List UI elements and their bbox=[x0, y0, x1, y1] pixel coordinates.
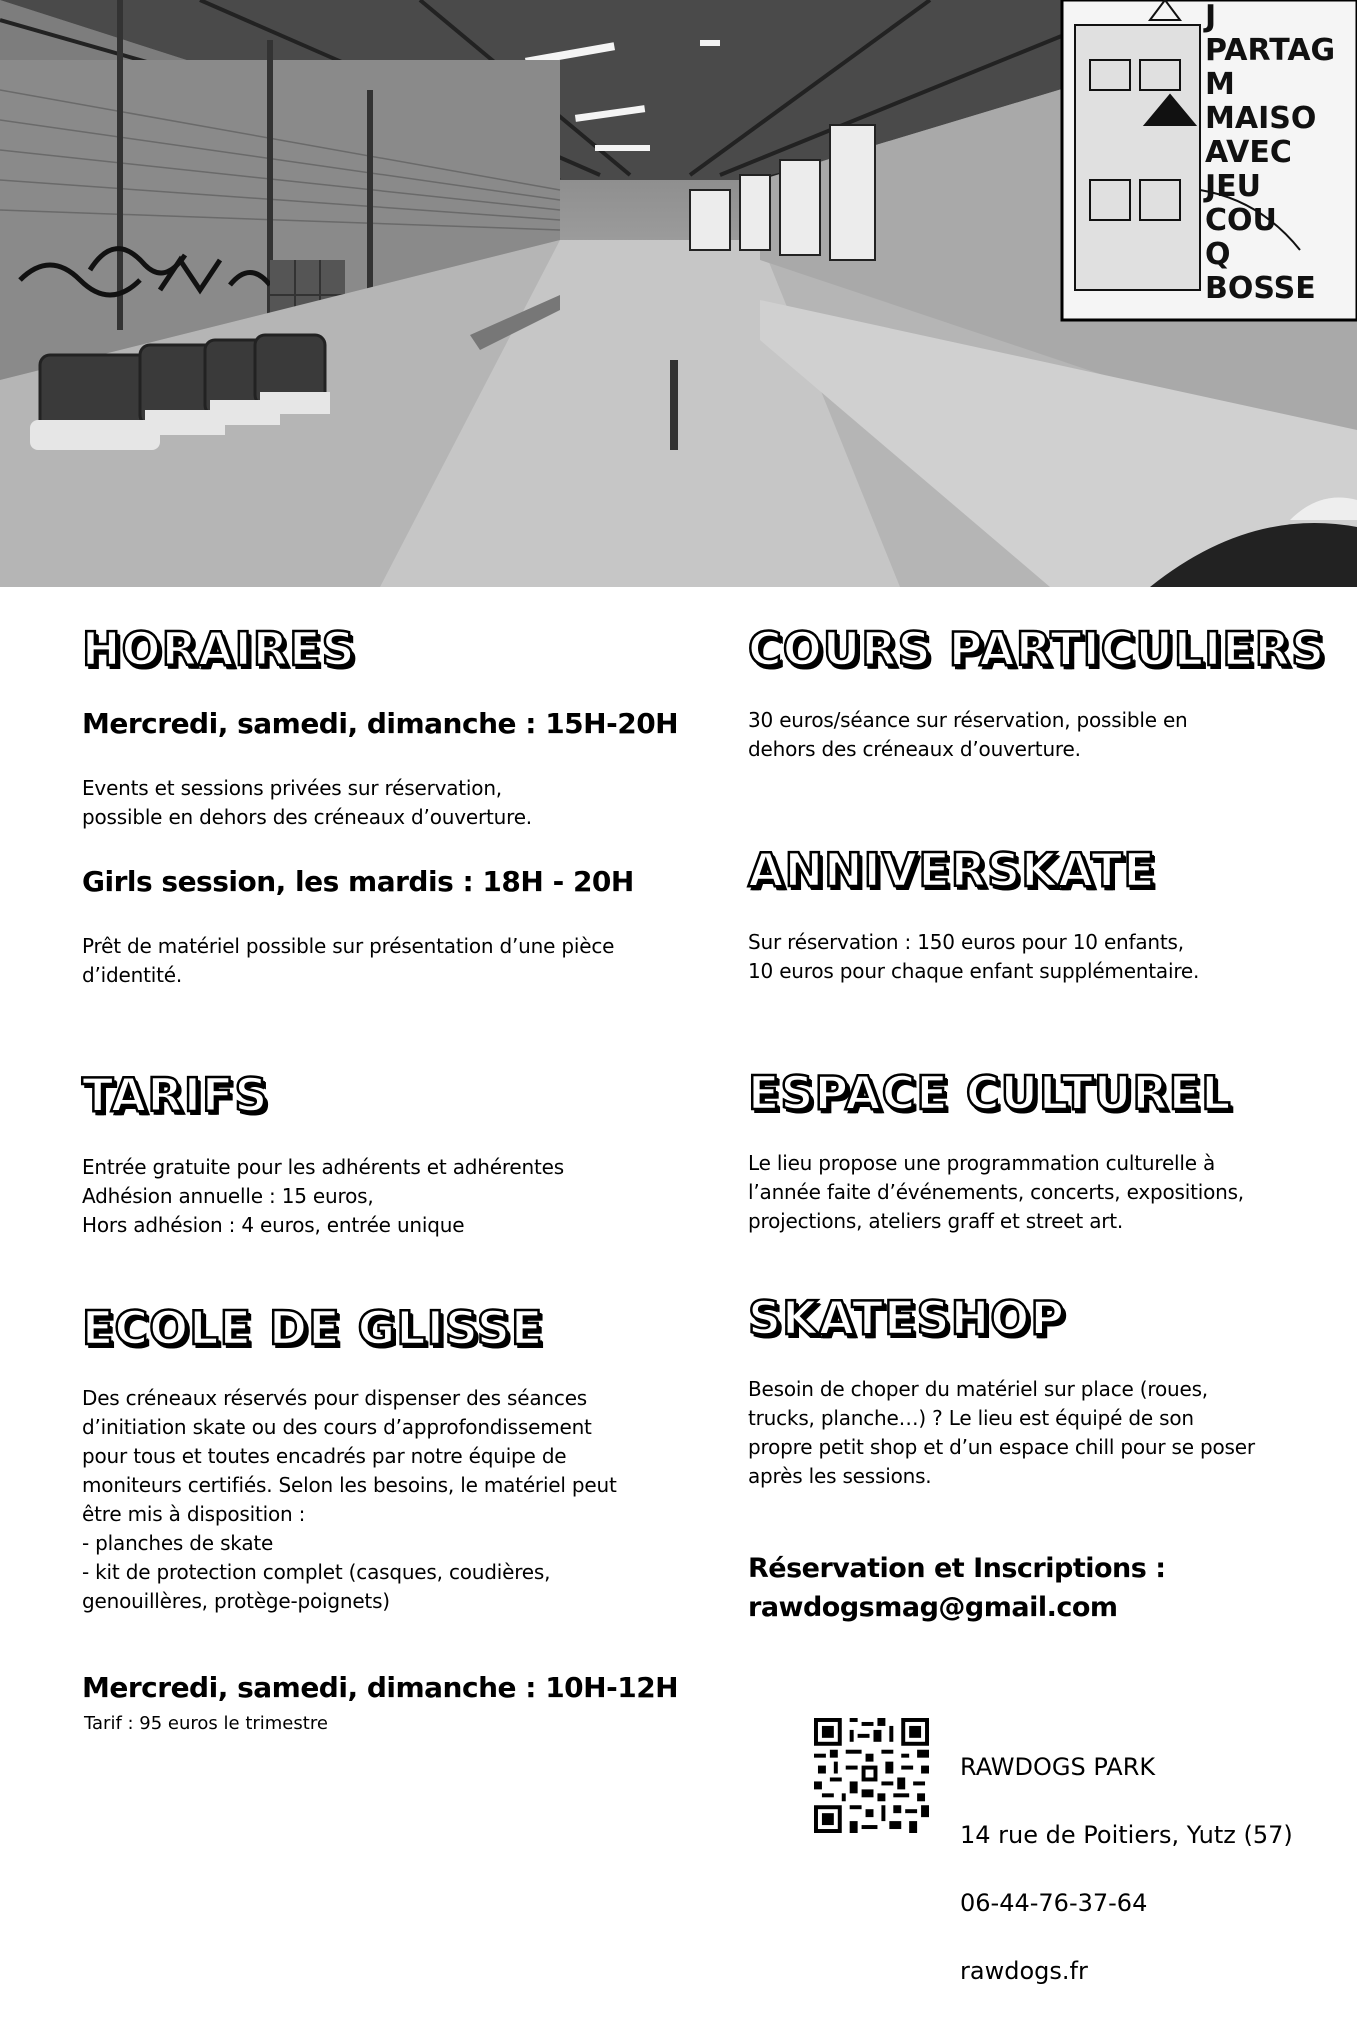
girls-session-schedule: Girls session, les mardis : 18H - 20H bbox=[82, 865, 634, 898]
banner-word: COU bbox=[1205, 203, 1277, 238]
banner-word: J bbox=[1205, 0, 1217, 34]
hero-photo bbox=[0, 0, 1357, 587]
ecole-schedule: Mercredi, samedi, dimanche : 10H-12H bbox=[82, 1671, 679, 1704]
horaires-materiel-text: Prêt de matériel possible sur présentation d’une pièce d’identité. bbox=[82, 934, 615, 987]
horaires-heading: HORAIRES bbox=[82, 622, 356, 676]
anniverskate-heading: ANNIVERSKATE bbox=[748, 843, 1156, 897]
banner-word: BOSSE bbox=[1205, 271, 1316, 306]
banner-text bbox=[1205, 0, 1335, 306]
park-website-link[interactable]: rawdogs.fr bbox=[960, 1957, 1088, 1985]
horaires-events-text: Events et sessions privées sur réservation, possible en dehors des créneaux d’ouverture. bbox=[82, 776, 532, 829]
banner-word: AVEC bbox=[1205, 135, 1292, 170]
reservation-email-link[interactable]: rawdogsmag@gmail.com bbox=[748, 1592, 1118, 1623]
tarifs-heading: TARIFS bbox=[82, 1068, 269, 1122]
contact-block bbox=[960, 1716, 1293, 2022]
tarifs-text: Entrée gratuite pour les adhérents et adhérentes Adhésion annuelle : 15 euros, Hors adhésion : 4 euros, entrée unique bbox=[82, 1155, 564, 1237]
banner-word: JEU bbox=[1205, 169, 1262, 204]
banner-word: MAISO bbox=[1205, 101, 1317, 136]
park-address: 14 rue de Poitiers, Yutz (57) bbox=[960, 1821, 1293, 1849]
skatepark-illustration bbox=[0, 0, 1357, 587]
ecole-price: Tarif : 95 euros le trimestre bbox=[84, 1713, 328, 1734]
ecole-heading: ECOLE DE GLISSE bbox=[82, 1301, 544, 1355]
skateshop-heading: SKATESHOP bbox=[748, 1291, 1066, 1345]
reservation-label: Réservation et Inscriptions : bbox=[748, 1553, 1166, 1584]
qr-code-icon[interactable] bbox=[814, 1718, 929, 1833]
cours-text: 30 euros/séance sur réservation, possible en dehors des créneaux d’ouverture. bbox=[748, 708, 1188, 761]
espace-text: Le lieu propose une programmation culturelle à l’année faite d’événements, concerts, expositions, projections, ateliers graff et street art. bbox=[748, 1151, 1244, 1233]
horaires-schedule: Mercredi, samedi, dimanche : 15H-20H bbox=[82, 707, 679, 740]
banner-word: Q bbox=[1205, 237, 1231, 272]
park-phone[interactable]: 06-44-76-37-64 bbox=[960, 1889, 1148, 1917]
anniverskate-text: Sur réservation : 150 euros pour 10 enfants, 10 euros pour chaque enfant supplémentaire. bbox=[748, 930, 1200, 983]
banner-word: PARTAG bbox=[1205, 33, 1336, 68]
espace-heading: ESPACE CULTUREL bbox=[748, 1066, 1232, 1120]
skateshop-text: Besoin de choper du matériel sur place (roues, trucks, planche…) ? Le lieu est équipé de son propre petit shop et d’un espace chill pour se poser après les sessions. bbox=[748, 1377, 1255, 1488]
cours-heading: COURS PARTICULIERS bbox=[748, 622, 1326, 676]
park-name: RAWDOGS PARK bbox=[960, 1753, 1156, 1781]
banner-word: M bbox=[1205, 67, 1235, 102]
ecole-text: Des créneaux réservés pour dispenser des séances d’initiation skate ou des cours d’approfondissement pour tous et toutes encadrés par notre équipe de moniteurs certifiés. Selon les besoins, le matériel peut être mis à disposition : - planches de skate - kit de protection complet (casques, coudières, genouillères, protège-poignets) bbox=[82, 1386, 617, 1613]
